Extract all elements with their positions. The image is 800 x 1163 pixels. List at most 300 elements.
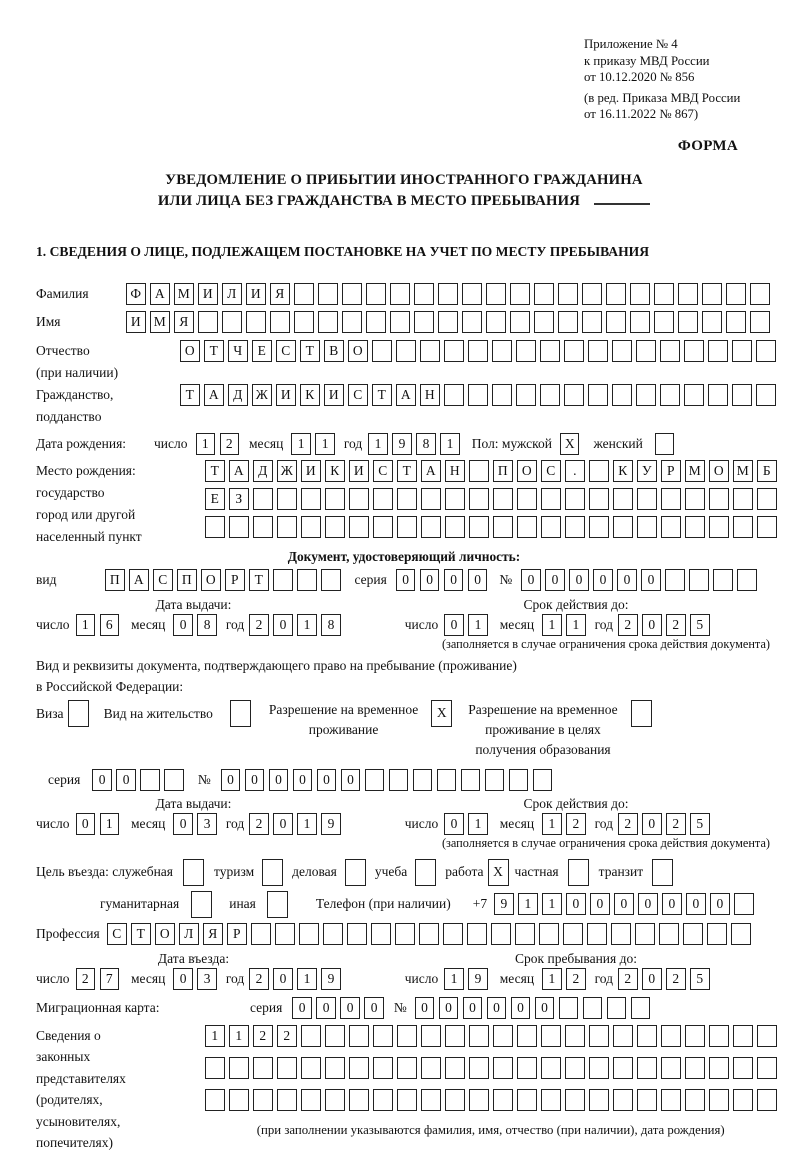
checkbox-cell[interactable]	[655, 433, 675, 455]
char-cell[interactable]: 0	[269, 769, 289, 791]
char-cell[interactable]: М	[733, 460, 753, 482]
char-cell[interactable]	[325, 1025, 345, 1047]
char-cell[interactable]	[582, 311, 602, 333]
char-cell[interactable]	[665, 569, 685, 591]
char-cell[interactable]: 0	[642, 614, 662, 636]
char-cell[interactable]	[630, 311, 650, 333]
char-cell[interactable]	[515, 923, 535, 945]
char-cell[interactable]: Р	[225, 569, 245, 591]
char-cell[interactable]: 0	[439, 997, 459, 1019]
char-cell[interactable]: 0	[76, 813, 96, 835]
char-cell[interactable]	[396, 340, 416, 362]
char-cell[interactable]	[737, 569, 757, 591]
char-cell[interactable]	[323, 923, 343, 945]
char-cell[interactable]	[713, 569, 733, 591]
char-cell[interactable]: 0	[617, 569, 637, 591]
char-cell[interactable]	[205, 1057, 225, 1079]
char-cell[interactable]	[318, 311, 338, 333]
char-cell[interactable]	[349, 1025, 369, 1047]
char-cell[interactable]: И	[246, 283, 266, 305]
char-cell[interactable]	[294, 311, 314, 333]
char-cell[interactable]	[321, 569, 341, 591]
char-cell[interactable]	[229, 1089, 249, 1111]
char-cell[interactable]: 1	[518, 893, 538, 915]
char-cell[interactable]: 0	[521, 569, 541, 591]
char-cell[interactable]: 1	[205, 1025, 225, 1047]
char-cell[interactable]	[684, 384, 704, 406]
char-cell[interactable]	[510, 311, 530, 333]
char-cell[interactable]	[445, 488, 465, 510]
char-cell[interactable]	[253, 516, 273, 538]
char-cell[interactable]	[390, 283, 410, 305]
char-cell[interactable]: Р	[227, 923, 247, 945]
char-cell[interactable]: 0	[316, 997, 336, 1019]
char-cell[interactable]: Я	[203, 923, 223, 945]
char-cell[interactable]: 9	[321, 968, 341, 990]
char-cell[interactable]: И	[324, 384, 344, 406]
char-cell[interactable]: 2	[220, 433, 240, 455]
char-cell[interactable]	[198, 311, 218, 333]
char-cell[interactable]: 0	[535, 997, 555, 1019]
char-cell[interactable]: 0	[317, 769, 337, 791]
char-cell[interactable]	[708, 384, 728, 406]
checkbox-cell[interactable]	[262, 859, 283, 886]
char-cell[interactable]	[637, 1025, 657, 1047]
char-cell[interactable]: Т	[205, 460, 225, 482]
char-cell[interactable]: Я	[174, 311, 194, 333]
char-cell[interactable]	[421, 488, 441, 510]
char-cell[interactable]	[277, 1057, 297, 1079]
char-cell[interactable]: 0	[662, 893, 682, 915]
char-cell[interactable]: 1	[542, 968, 562, 990]
char-cell[interactable]: С	[276, 340, 296, 362]
char-cell[interactable]	[636, 340, 656, 362]
char-cell[interactable]	[654, 311, 674, 333]
char-cell[interactable]	[342, 283, 362, 305]
checkbox-cell[interactable]	[230, 700, 251, 727]
char-cell[interactable]: 1	[468, 813, 488, 835]
char-cell[interactable]	[732, 384, 752, 406]
char-cell[interactable]	[659, 923, 679, 945]
char-cell[interactable]	[325, 1089, 345, 1111]
char-cell[interactable]: Л	[222, 283, 242, 305]
char-cell[interactable]	[438, 311, 458, 333]
char-cell[interactable]	[325, 516, 345, 538]
char-cell[interactable]	[205, 1089, 225, 1111]
char-cell[interactable]: 0	[590, 893, 610, 915]
char-cell[interactable]: 1	[440, 433, 460, 455]
char-cell[interactable]: Т	[300, 340, 320, 362]
char-cell[interactable]	[750, 283, 770, 305]
char-cell[interactable]: 1	[542, 813, 562, 835]
char-cell[interactable]: Ч	[228, 340, 248, 362]
char-cell[interactable]: 1	[297, 968, 317, 990]
char-cell[interactable]: 2	[618, 968, 638, 990]
char-cell[interactable]	[419, 923, 439, 945]
char-cell[interactable]	[444, 384, 464, 406]
char-cell[interactable]	[661, 1089, 681, 1111]
char-cell[interactable]: П	[105, 569, 125, 591]
char-cell[interactable]: 9	[468, 968, 488, 990]
char-cell[interactable]	[397, 488, 417, 510]
char-cell[interactable]: 2	[666, 813, 686, 835]
char-cell[interactable]: 1	[297, 813, 317, 835]
char-cell[interactable]: 2	[566, 968, 586, 990]
char-cell[interactable]	[347, 923, 367, 945]
char-cell[interactable]	[541, 1089, 561, 1111]
char-cell[interactable]	[660, 340, 680, 362]
char-cell[interactable]	[373, 1025, 393, 1047]
char-cell[interactable]: З	[229, 488, 249, 510]
char-cell[interactable]	[366, 311, 386, 333]
char-cell[interactable]	[733, 488, 753, 510]
char-cell[interactable]	[702, 311, 722, 333]
char-cell[interactable]	[389, 769, 409, 791]
char-cell[interactable]: Д	[228, 384, 248, 406]
char-cell[interactable]	[517, 488, 537, 510]
char-cell[interactable]	[685, 1057, 705, 1079]
char-cell[interactable]	[373, 1057, 393, 1079]
char-cell[interactable]	[397, 516, 417, 538]
char-cell[interactable]: 0	[92, 769, 112, 791]
char-cell[interactable]	[733, 1057, 753, 1079]
char-cell[interactable]: 0	[273, 968, 293, 990]
char-cell[interactable]	[437, 769, 457, 791]
char-cell[interactable]	[229, 1057, 249, 1079]
char-cell[interactable]	[421, 1025, 441, 1047]
char-cell[interactable]	[589, 1025, 609, 1047]
char-cell[interactable]	[684, 340, 704, 362]
char-cell[interactable]: 3	[197, 968, 217, 990]
char-cell[interactable]	[229, 516, 249, 538]
char-cell[interactable]	[342, 311, 362, 333]
char-cell[interactable]	[637, 488, 657, 510]
char-cell[interactable]: С	[107, 923, 127, 945]
char-cell[interactable]: М	[174, 283, 194, 305]
char-cell[interactable]: А	[150, 283, 170, 305]
char-cell[interactable]	[661, 1057, 681, 1079]
char-cell[interactable]	[390, 311, 410, 333]
char-cell[interactable]: Ж	[277, 460, 297, 482]
char-cell[interactable]	[685, 1089, 705, 1111]
checkbox-cell[interactable]	[652, 859, 673, 886]
char-cell[interactable]: И	[198, 283, 218, 305]
char-cell[interactable]: 0	[273, 614, 293, 636]
char-cell[interactable]: А	[204, 384, 224, 406]
char-cell[interactable]	[443, 923, 463, 945]
char-cell[interactable]: 0	[593, 569, 613, 591]
char-cell[interactable]	[301, 1025, 321, 1047]
char-cell[interactable]	[757, 1025, 777, 1047]
char-cell[interactable]	[733, 1089, 753, 1111]
char-cell[interactable]	[563, 923, 583, 945]
char-cell[interactable]	[299, 923, 319, 945]
char-cell[interactable]	[421, 1057, 441, 1079]
char-cell[interactable]	[661, 488, 681, 510]
char-cell[interactable]	[637, 516, 657, 538]
char-cell[interactable]	[756, 340, 776, 362]
char-cell[interactable]: П	[177, 569, 197, 591]
char-cell[interactable]: 5	[690, 614, 710, 636]
char-cell[interactable]	[467, 923, 487, 945]
char-cell[interactable]	[582, 283, 602, 305]
char-cell[interactable]: И	[349, 460, 369, 482]
char-cell[interactable]	[517, 1025, 537, 1047]
char-cell[interactable]	[325, 1057, 345, 1079]
char-cell[interactable]: 5	[690, 968, 710, 990]
char-cell[interactable]	[325, 488, 345, 510]
char-cell[interactable]: Я	[270, 283, 290, 305]
char-cell[interactable]: 8	[321, 614, 341, 636]
char-cell[interactable]: Т	[204, 340, 224, 362]
char-cell[interactable]	[709, 1025, 729, 1047]
char-cell[interactable]	[462, 283, 482, 305]
char-cell[interactable]	[349, 516, 369, 538]
char-cell[interactable]	[613, 1089, 633, 1111]
char-cell[interactable]	[583, 997, 603, 1019]
char-cell[interactable]: 1	[368, 433, 388, 455]
char-cell[interactable]	[493, 1089, 513, 1111]
char-cell[interactable]: 5	[690, 813, 710, 835]
char-cell[interactable]: 2	[277, 1025, 297, 1047]
char-cell[interactable]	[461, 769, 481, 791]
char-cell[interactable]	[397, 1089, 417, 1111]
char-cell[interactable]: 0	[173, 813, 193, 835]
char-cell[interactable]	[678, 311, 698, 333]
char-cell[interactable]	[413, 769, 433, 791]
char-cell[interactable]: 2	[76, 968, 96, 990]
char-cell[interactable]	[612, 384, 632, 406]
char-cell[interactable]	[492, 384, 512, 406]
char-cell[interactable]: А	[421, 460, 441, 482]
char-cell[interactable]: Л	[179, 923, 199, 945]
char-cell[interactable]: 1	[291, 433, 311, 455]
char-cell[interactable]: 1	[542, 893, 562, 915]
char-cell[interactable]: 0	[415, 997, 435, 1019]
char-cell[interactable]	[349, 1089, 369, 1111]
char-cell[interactable]	[757, 1089, 777, 1111]
char-cell[interactable]	[533, 769, 553, 791]
char-cell[interactable]	[493, 488, 513, 510]
char-cell[interactable]	[301, 516, 321, 538]
char-cell[interactable]	[438, 283, 458, 305]
char-cell[interactable]	[509, 769, 529, 791]
char-cell[interactable]: 0	[511, 997, 531, 1019]
char-cell[interactable]	[732, 340, 752, 362]
char-cell[interactable]: 2	[249, 813, 269, 835]
char-cell[interactable]: 0	[710, 893, 730, 915]
char-cell[interactable]	[492, 340, 512, 362]
checkbox-cell[interactable]: X	[488, 859, 509, 886]
char-cell[interactable]	[606, 283, 626, 305]
char-cell[interactable]: 8	[416, 433, 436, 455]
char-cell[interactable]: 0	[340, 997, 360, 1019]
char-cell[interactable]: 1	[542, 614, 562, 636]
char-cell[interactable]	[517, 1089, 537, 1111]
checkbox-cell[interactable]	[183, 859, 204, 886]
char-cell[interactable]: А	[396, 384, 416, 406]
char-cell[interactable]: С	[348, 384, 368, 406]
char-cell[interactable]	[654, 283, 674, 305]
char-cell[interactable]	[371, 923, 391, 945]
char-cell[interactable]	[637, 1057, 657, 1079]
char-cell[interactable]: 2	[566, 813, 586, 835]
char-cell[interactable]	[757, 1057, 777, 1079]
char-cell[interactable]	[253, 488, 273, 510]
char-cell[interactable]	[517, 1057, 537, 1079]
char-cell[interactable]	[541, 1057, 561, 1079]
char-cell[interactable]: 1	[196, 433, 216, 455]
checkbox-cell[interactable]	[191, 891, 212, 918]
char-cell[interactable]: С	[373, 460, 393, 482]
char-cell[interactable]	[491, 923, 511, 945]
char-cell[interactable]	[709, 516, 729, 538]
char-cell[interactable]	[589, 460, 609, 482]
char-cell[interactable]: 0	[686, 893, 706, 915]
char-cell[interactable]	[469, 1025, 489, 1047]
char-cell[interactable]	[516, 384, 536, 406]
char-cell[interactable]: 1	[229, 1025, 249, 1047]
char-cell[interactable]: 8	[197, 614, 217, 636]
char-cell[interactable]	[661, 516, 681, 538]
char-cell[interactable]	[205, 516, 225, 538]
char-cell[interactable]: 1	[566, 614, 586, 636]
char-cell[interactable]	[756, 384, 776, 406]
char-cell[interactable]: Ж	[252, 384, 272, 406]
char-cell[interactable]	[253, 1089, 273, 1111]
char-cell[interactable]: 0	[614, 893, 634, 915]
char-cell[interactable]	[558, 283, 578, 305]
char-cell[interactable]	[444, 340, 464, 362]
char-cell[interactable]	[540, 384, 560, 406]
checkbox-cell[interactable]	[345, 859, 366, 886]
char-cell[interactable]	[349, 488, 369, 510]
char-cell[interactable]: К	[613, 460, 633, 482]
char-cell[interactable]	[445, 1057, 465, 1079]
char-cell[interactable]: 0	[487, 997, 507, 1019]
char-cell[interactable]: В	[324, 340, 344, 362]
char-cell[interactable]: 1	[468, 614, 488, 636]
char-cell[interactable]	[565, 1025, 585, 1047]
char-cell[interactable]	[636, 384, 656, 406]
char-cell[interactable]: 2	[249, 968, 269, 990]
char-cell[interactable]: 3	[197, 813, 217, 835]
char-cell[interactable]: 0	[420, 569, 440, 591]
char-cell[interactable]	[414, 311, 434, 333]
char-cell[interactable]	[709, 1057, 729, 1079]
char-cell[interactable]	[270, 311, 290, 333]
char-cell[interactable]	[222, 311, 242, 333]
char-cell[interactable]	[164, 769, 184, 791]
char-cell[interactable]	[613, 1025, 633, 1047]
char-cell[interactable]: К	[300, 384, 320, 406]
char-cell[interactable]: 2	[253, 1025, 273, 1047]
char-cell[interactable]	[606, 311, 626, 333]
char-cell[interactable]: 0	[173, 614, 193, 636]
char-cell[interactable]	[587, 923, 607, 945]
char-cell[interactable]	[661, 1025, 681, 1047]
char-cell[interactable]	[365, 769, 385, 791]
char-cell[interactable]	[486, 283, 506, 305]
checkbox-cell[interactable]	[267, 891, 288, 918]
char-cell[interactable]	[301, 1057, 321, 1079]
char-cell[interactable]: 0	[245, 769, 265, 791]
char-cell[interactable]	[541, 1025, 561, 1047]
char-cell[interactable]	[445, 516, 465, 538]
char-cell[interactable]: О	[155, 923, 175, 945]
char-cell[interactable]: О	[709, 460, 729, 482]
char-cell[interactable]	[726, 311, 746, 333]
char-cell[interactable]	[395, 923, 415, 945]
char-cell[interactable]: Ф	[126, 283, 146, 305]
char-cell[interactable]	[709, 1089, 729, 1111]
char-cell[interactable]	[613, 1057, 633, 1079]
char-cell[interactable]: 0	[545, 569, 565, 591]
char-cell[interactable]	[469, 516, 489, 538]
char-cell[interactable]	[750, 311, 770, 333]
char-cell[interactable]: .	[565, 460, 585, 482]
char-cell[interactable]: Д	[253, 460, 273, 482]
char-cell[interactable]: 0	[569, 569, 589, 591]
checkbox-cell[interactable]	[568, 859, 589, 886]
char-cell[interactable]: 2	[618, 813, 638, 835]
char-cell[interactable]: 0	[642, 968, 662, 990]
char-cell[interactable]	[462, 311, 482, 333]
char-cell[interactable]: Т	[249, 569, 269, 591]
char-cell[interactable]	[589, 1089, 609, 1111]
char-cell[interactable]	[397, 1025, 417, 1047]
char-cell[interactable]	[564, 340, 584, 362]
char-cell[interactable]: 0	[468, 569, 488, 591]
char-cell[interactable]	[685, 516, 705, 538]
char-cell[interactable]: 1	[297, 614, 317, 636]
char-cell[interactable]	[140, 769, 160, 791]
char-cell[interactable]	[588, 340, 608, 362]
char-cell[interactable]	[445, 1025, 465, 1047]
char-cell[interactable]: Т	[180, 384, 200, 406]
char-cell[interactable]	[397, 1057, 417, 1079]
checkbox-cell[interactable]: X	[560, 433, 580, 455]
char-cell[interactable]	[301, 1089, 321, 1111]
char-cell[interactable]	[485, 769, 505, 791]
char-cell[interactable]	[678, 283, 698, 305]
char-cell[interactable]	[613, 516, 633, 538]
char-cell[interactable]: 0	[293, 769, 313, 791]
char-cell[interactable]	[517, 516, 537, 538]
char-cell[interactable]: 0	[221, 769, 241, 791]
char-cell[interactable]	[611, 923, 631, 945]
char-cell[interactable]: 9	[392, 433, 412, 455]
char-cell[interactable]: Т	[131, 923, 151, 945]
char-cell[interactable]: М	[150, 311, 170, 333]
char-cell[interactable]	[731, 923, 751, 945]
char-cell[interactable]: О	[180, 340, 200, 362]
char-cell[interactable]: 9	[494, 893, 514, 915]
char-cell[interactable]: 1	[444, 968, 464, 990]
char-cell[interactable]: А	[129, 569, 149, 591]
char-cell[interactable]: 2	[249, 614, 269, 636]
char-cell[interactable]	[613, 488, 633, 510]
char-cell[interactable]	[709, 488, 729, 510]
checkbox-cell[interactable]	[415, 859, 436, 886]
char-cell[interactable]	[349, 1057, 369, 1079]
char-cell[interactable]: О	[517, 460, 537, 482]
char-cell[interactable]	[469, 1089, 489, 1111]
char-cell[interactable]	[689, 569, 709, 591]
char-cell[interactable]	[702, 283, 722, 305]
char-cell[interactable]	[420, 340, 440, 362]
char-cell[interactable]	[540, 340, 560, 362]
